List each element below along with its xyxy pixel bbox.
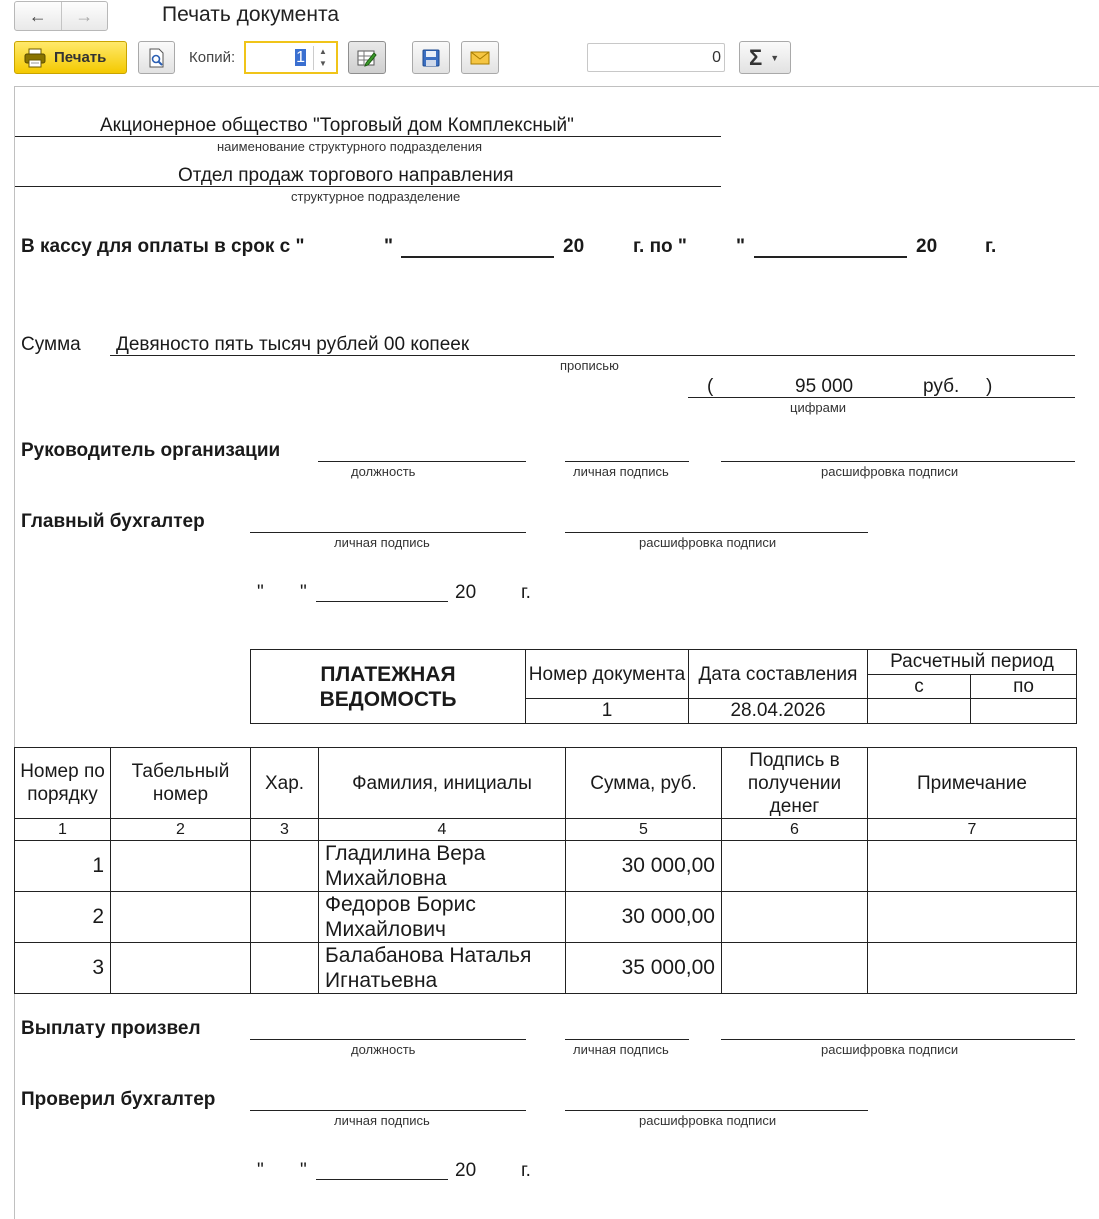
cash-line-quote2: " (736, 236, 746, 257)
sum-field[interactable]: 0 (587, 43, 725, 72)
th-order-no: Номер по порядку (15, 748, 111, 819)
colnum-3: 3 (251, 819, 319, 841)
org-name: Акционерное общество "Торговый дом Комплексный" (100, 115, 574, 136)
row-note (868, 892, 1077, 943)
date-value: 28.04.2026 (689, 699, 868, 724)
history-nav (14, 1, 108, 31)
preview-icon (148, 48, 166, 68)
cash-line-g-po: г. по " (633, 236, 687, 257)
sum-mode-button[interactable] (739, 41, 791, 74)
row-name: Федоров Борис Михайлович (319, 892, 566, 943)
table-row (15, 943, 1077, 994)
cash-year2: 20 (916, 236, 938, 257)
printer-icon (24, 48, 46, 68)
row-sum: 30 000,00 (566, 841, 722, 892)
statement-title: ПЛАТЕЖНАЯ ВЕДОМОСТЬ (251, 650, 526, 724)
row-tab (111, 943, 251, 994)
row-sign (722, 943, 868, 994)
sum-label: Сумма (21, 334, 81, 355)
col-period-to: по (971, 675, 1077, 699)
mail-icon (470, 51, 490, 65)
sum-words-caption: прописью (560, 358, 619, 373)
row-no: 3 (15, 943, 111, 994)
date1-quote-open: " (257, 582, 264, 603)
paid-decode-caption: расшифровка подписи (821, 1042, 959, 1057)
row-name: Балабанова Наталья Игнатьевна (319, 943, 566, 994)
sigma-icon: Σ (749, 44, 763, 70)
col-date: Дата составления (689, 650, 868, 699)
head-decode-caption: расшифровка подписи (821, 464, 959, 479)
edit-table-icon (357, 49, 377, 67)
copies-label: Копий: (189, 49, 236, 66)
head-signature-caption: личная подпись (573, 464, 669, 479)
th-tab-no: Табельный номер (111, 748, 251, 819)
sum-digits-caption: цифрами (790, 400, 847, 415)
payroll-table (14, 747, 1077, 994)
print-label: Печать (54, 49, 107, 66)
dropdown-icon: ▼ (770, 52, 780, 63)
row-har (251, 841, 319, 892)
chief-decode-caption: расшифровка подписи (639, 535, 777, 550)
sum-words: Девяносто пять тысяч рублей 00 копеек (116, 334, 470, 355)
dept-name-line (15, 186, 721, 187)
th-name: Фамилия, инициалы (319, 748, 566, 819)
forward-arrow-icon: → (75, 5, 94, 26)
edit-table-button[interactable] (348, 41, 386, 74)
send-email-button[interactable] (461, 41, 499, 74)
copies-stepper[interactable]: ▲ ▼ (313, 46, 332, 70)
date1-year: 20 (455, 582, 477, 603)
date1-month-line (316, 601, 448, 602)
row-sum: 35 000,00 (566, 943, 722, 994)
head-label: Руководитель организации (21, 440, 281, 461)
colnum-2: 2 (111, 819, 251, 841)
sum-currency: руб. (923, 376, 960, 397)
date2-year: 20 (455, 1160, 477, 1181)
cash-line-g-end: г. (985, 236, 997, 257)
org-name-line (15, 136, 721, 137)
row-note (868, 841, 1077, 892)
table-header-row (15, 748, 1077, 819)
head-position-caption: должность (351, 464, 416, 479)
date2-g: г. (521, 1160, 531, 1181)
row-no: 1 (15, 841, 111, 892)
chief-decode-line (565, 532, 868, 533)
print-button[interactable] (14, 41, 127, 74)
head-signature-line (565, 461, 689, 462)
row-tab (111, 892, 251, 943)
paid-position-line (250, 1039, 526, 1040)
chief-signature-caption: личная подпись (334, 535, 430, 550)
row-har (251, 943, 319, 994)
paid-by-label: Выплату произвел (21, 1018, 201, 1039)
period-to-value (971, 699, 1077, 724)
th-note: Примечание (868, 748, 1077, 819)
head-position-line (318, 461, 526, 462)
row-tab (111, 841, 251, 892)
checked-by-label: Проверил бухгалтер (21, 1089, 216, 1110)
save-icon (422, 49, 440, 67)
th-sum: Сумма, руб. (566, 748, 722, 819)
sum-digits-line (688, 397, 1075, 398)
colnum-4: 4 (319, 819, 566, 841)
statement-header-table (250, 649, 1077, 724)
sum-digits-open: ( (707, 376, 714, 397)
sum-digits: 95 000 (795, 376, 854, 397)
colnum-6: 6 (722, 819, 868, 841)
row-name: Гладилина Вера Михайловна (319, 841, 566, 892)
copies-value: 1 (296, 49, 305, 66)
paid-position-caption: должность (351, 1042, 416, 1057)
colnum-7: 7 (868, 819, 1077, 841)
row-har (251, 892, 319, 943)
paid-signature-line (565, 1039, 689, 1040)
date1-g: г. (521, 582, 531, 603)
th-signature: Подпись в получении денег (722, 748, 868, 819)
preview-button[interactable] (138, 41, 175, 74)
doc-no-value: 1 (526, 699, 689, 724)
cash-year1: 20 (563, 236, 585, 257)
period-from-value (868, 699, 971, 724)
colnum-1: 1 (15, 819, 111, 841)
sum-words-line (110, 355, 1075, 356)
row-no: 2 (15, 892, 111, 943)
save-button[interactable] (412, 41, 450, 74)
checked-decode-line (565, 1110, 868, 1111)
checked-signature-caption: личная подпись (334, 1113, 430, 1128)
back-button[interactable] (15, 2, 61, 30)
col-period: Расчетный период (868, 650, 1077, 675)
row-sign (722, 841, 868, 892)
head-decode-line (721, 461, 1075, 462)
date2-quote-open: " (257, 1160, 264, 1181)
dept-name: Отдел продаж торгового направления (178, 165, 514, 186)
date2-month-line (316, 1179, 448, 1180)
chief-signature-line (250, 532, 526, 533)
org-caption: наименование структурного подразделения (217, 139, 483, 154)
cash-line-quote1: " (384, 236, 394, 257)
table-row (15, 892, 1077, 943)
th-har: Хар. (251, 748, 319, 819)
cash-line-prefix: В кассу для оплаты в срок с " (21, 236, 305, 257)
sum-digits-close: ) (986, 376, 993, 397)
cash-month2-line (754, 256, 907, 258)
row-sign (722, 892, 868, 943)
row-note (868, 943, 1077, 994)
paid-signature-caption: личная подпись (573, 1042, 669, 1057)
col-doc-no: Номер документа (526, 650, 689, 699)
paid-decode-line (721, 1039, 1075, 1040)
date2-quote-close: " (300, 1160, 307, 1181)
copies-input[interactable] (244, 41, 338, 74)
date1-quote-close: " (300, 582, 307, 603)
window-title: Печать документа (162, 3, 340, 26)
dept-caption: структурное подразделение (291, 189, 461, 204)
cash-month1-line (401, 256, 554, 258)
table-colnum-row (15, 819, 1077, 841)
colnum-5: 5 (566, 819, 722, 841)
checked-signature-line (250, 1110, 526, 1111)
forward-button[interactable] (61, 2, 108, 30)
row-sum: 30 000,00 (566, 892, 722, 943)
table-row (15, 841, 1077, 892)
back-arrow-icon: ← (28, 5, 47, 26)
chief-accountant-label: Главный бухгалтер (21, 511, 205, 532)
col-period-from: с (868, 675, 971, 699)
checked-decode-caption: расшифровка подписи (639, 1113, 777, 1128)
